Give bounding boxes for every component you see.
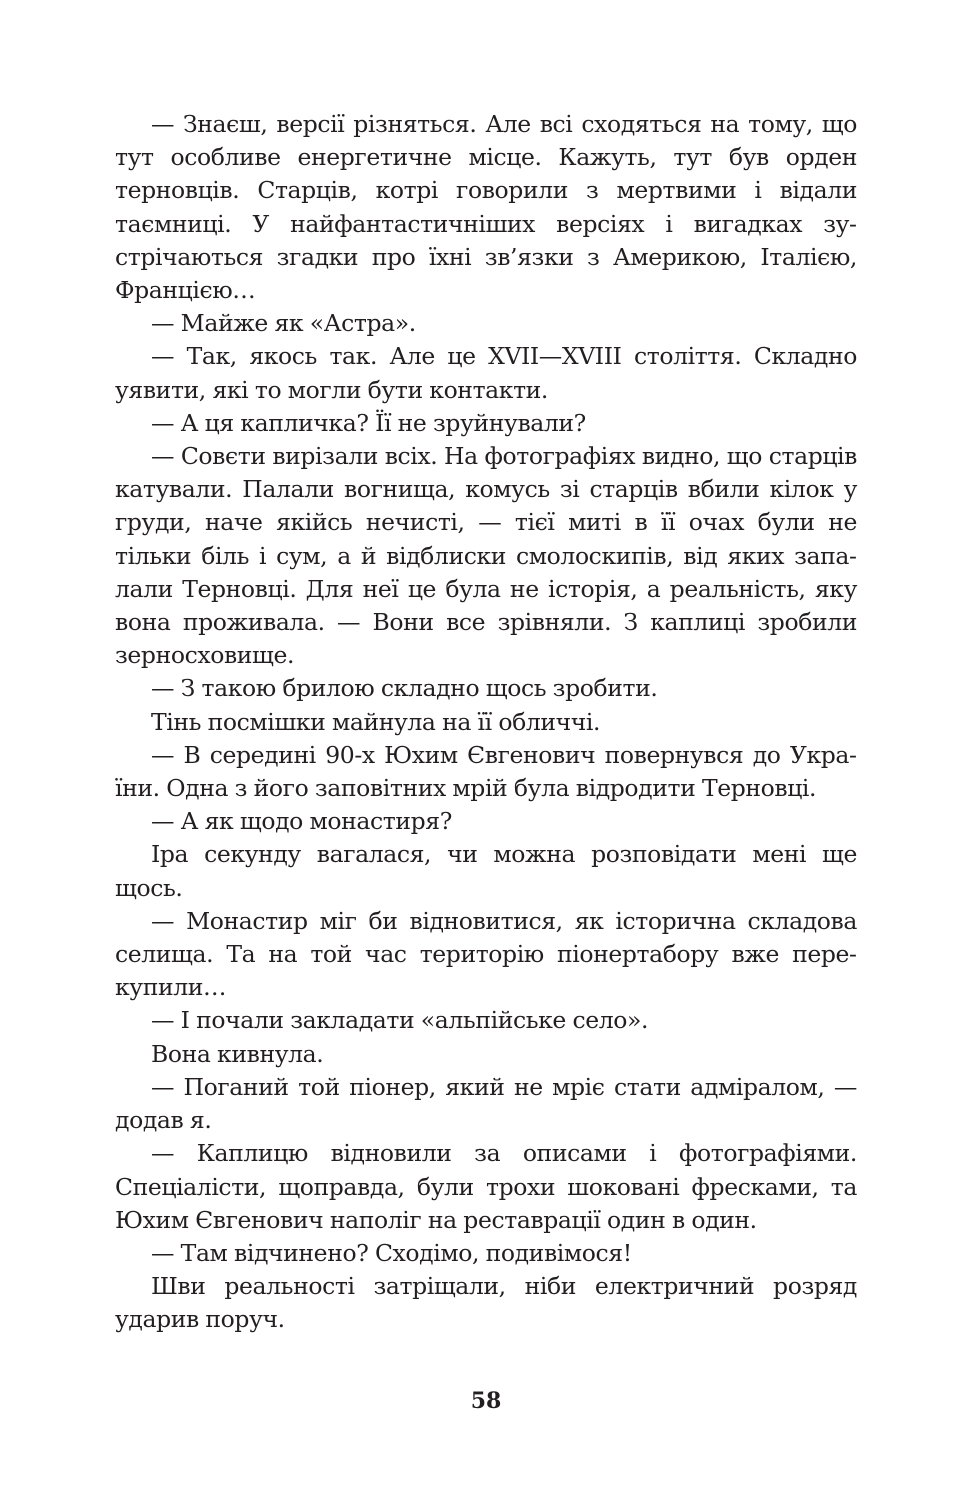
paragraph: Шви реальності затріщали, ніби електричний розряд ударив поруч.: [115, 1272, 857, 1334]
paragraph: — Поганий той піонер, який не мріє стати адміралом, — додав я.: [115, 1072, 857, 1135]
paragraph: — А як щодо монастиря?: [151, 807, 452, 836]
paragraph: Тінь посмішки майнула на її обличчі.: [151, 707, 601, 736]
paragraph: — Там відчинено? Сходімо, подивімося!: [151, 1238, 632, 1267]
body-text: [115, 108, 857, 1337]
paragraph: — Майже як «Астра».: [151, 309, 416, 338]
paragraph: — Так, якось так. Але це XVII—XVIII століття. Складно уявити, які то могли бути контакти.: [115, 342, 857, 404]
paragraph: — Совєти вирізали всіх. На фотографіях видно, що старців катували. Палали вогнища, комусь зі старців вбили кілок у груди, наче якійсь нечисті, — тієї миті в її очах були не тільки біль і сум, а й відблиски смолоскипів, від яких запалали Терновці. Для неї це була не історія, а реальність, яку вона проживала. — Вони все зрівняли. З каплиці зробили зерносховище.: [115, 442, 857, 670]
paragraph: — З такою брилою складно щось зробити.: [151, 674, 658, 703]
paragraph: — В середині 90-х Юхим Євгенович повернувся до України. Одна з його заповітних мрій була відродити Терновці.: [115, 740, 857, 803]
paragraph: — Монастир міг би відновитися, як історична складова селища. Та на той час територію піонертабору вже перекупили…: [115, 906, 857, 1002]
paragraph: — Знаєш, версії різняться. Але всі сходяться на тому, що тут особливе енергетичне місце. Кажуть, тут був орден терновців. Старців, котрі говорили з мертвими і відали таємниці. У найфантастичніших версіях і вигадках зустрічаються згадки про їхні зв’язки з Америкою, Італією, Францією…: [115, 110, 857, 305]
paragraph: — І почали закладати «альпійське село».: [151, 1006, 649, 1035]
page-number: 58: [470, 1388, 502, 1414]
paragraph: — А ця капличка? Її не зруйнували?: [151, 408, 586, 437]
paragraph: Іра секунду вагалася, чи можна розповідати мені ще щось.: [115, 840, 857, 902]
paragraph: — Каплицю відновили за описами і фотографіями. Спеціалісти, щоправда, були трохи шоковані фресками, та Юхим Євгенович наполіг на реставрації один в один.: [115, 1139, 857, 1234]
paragraph: Вона кивнула.: [151, 1039, 324, 1068]
